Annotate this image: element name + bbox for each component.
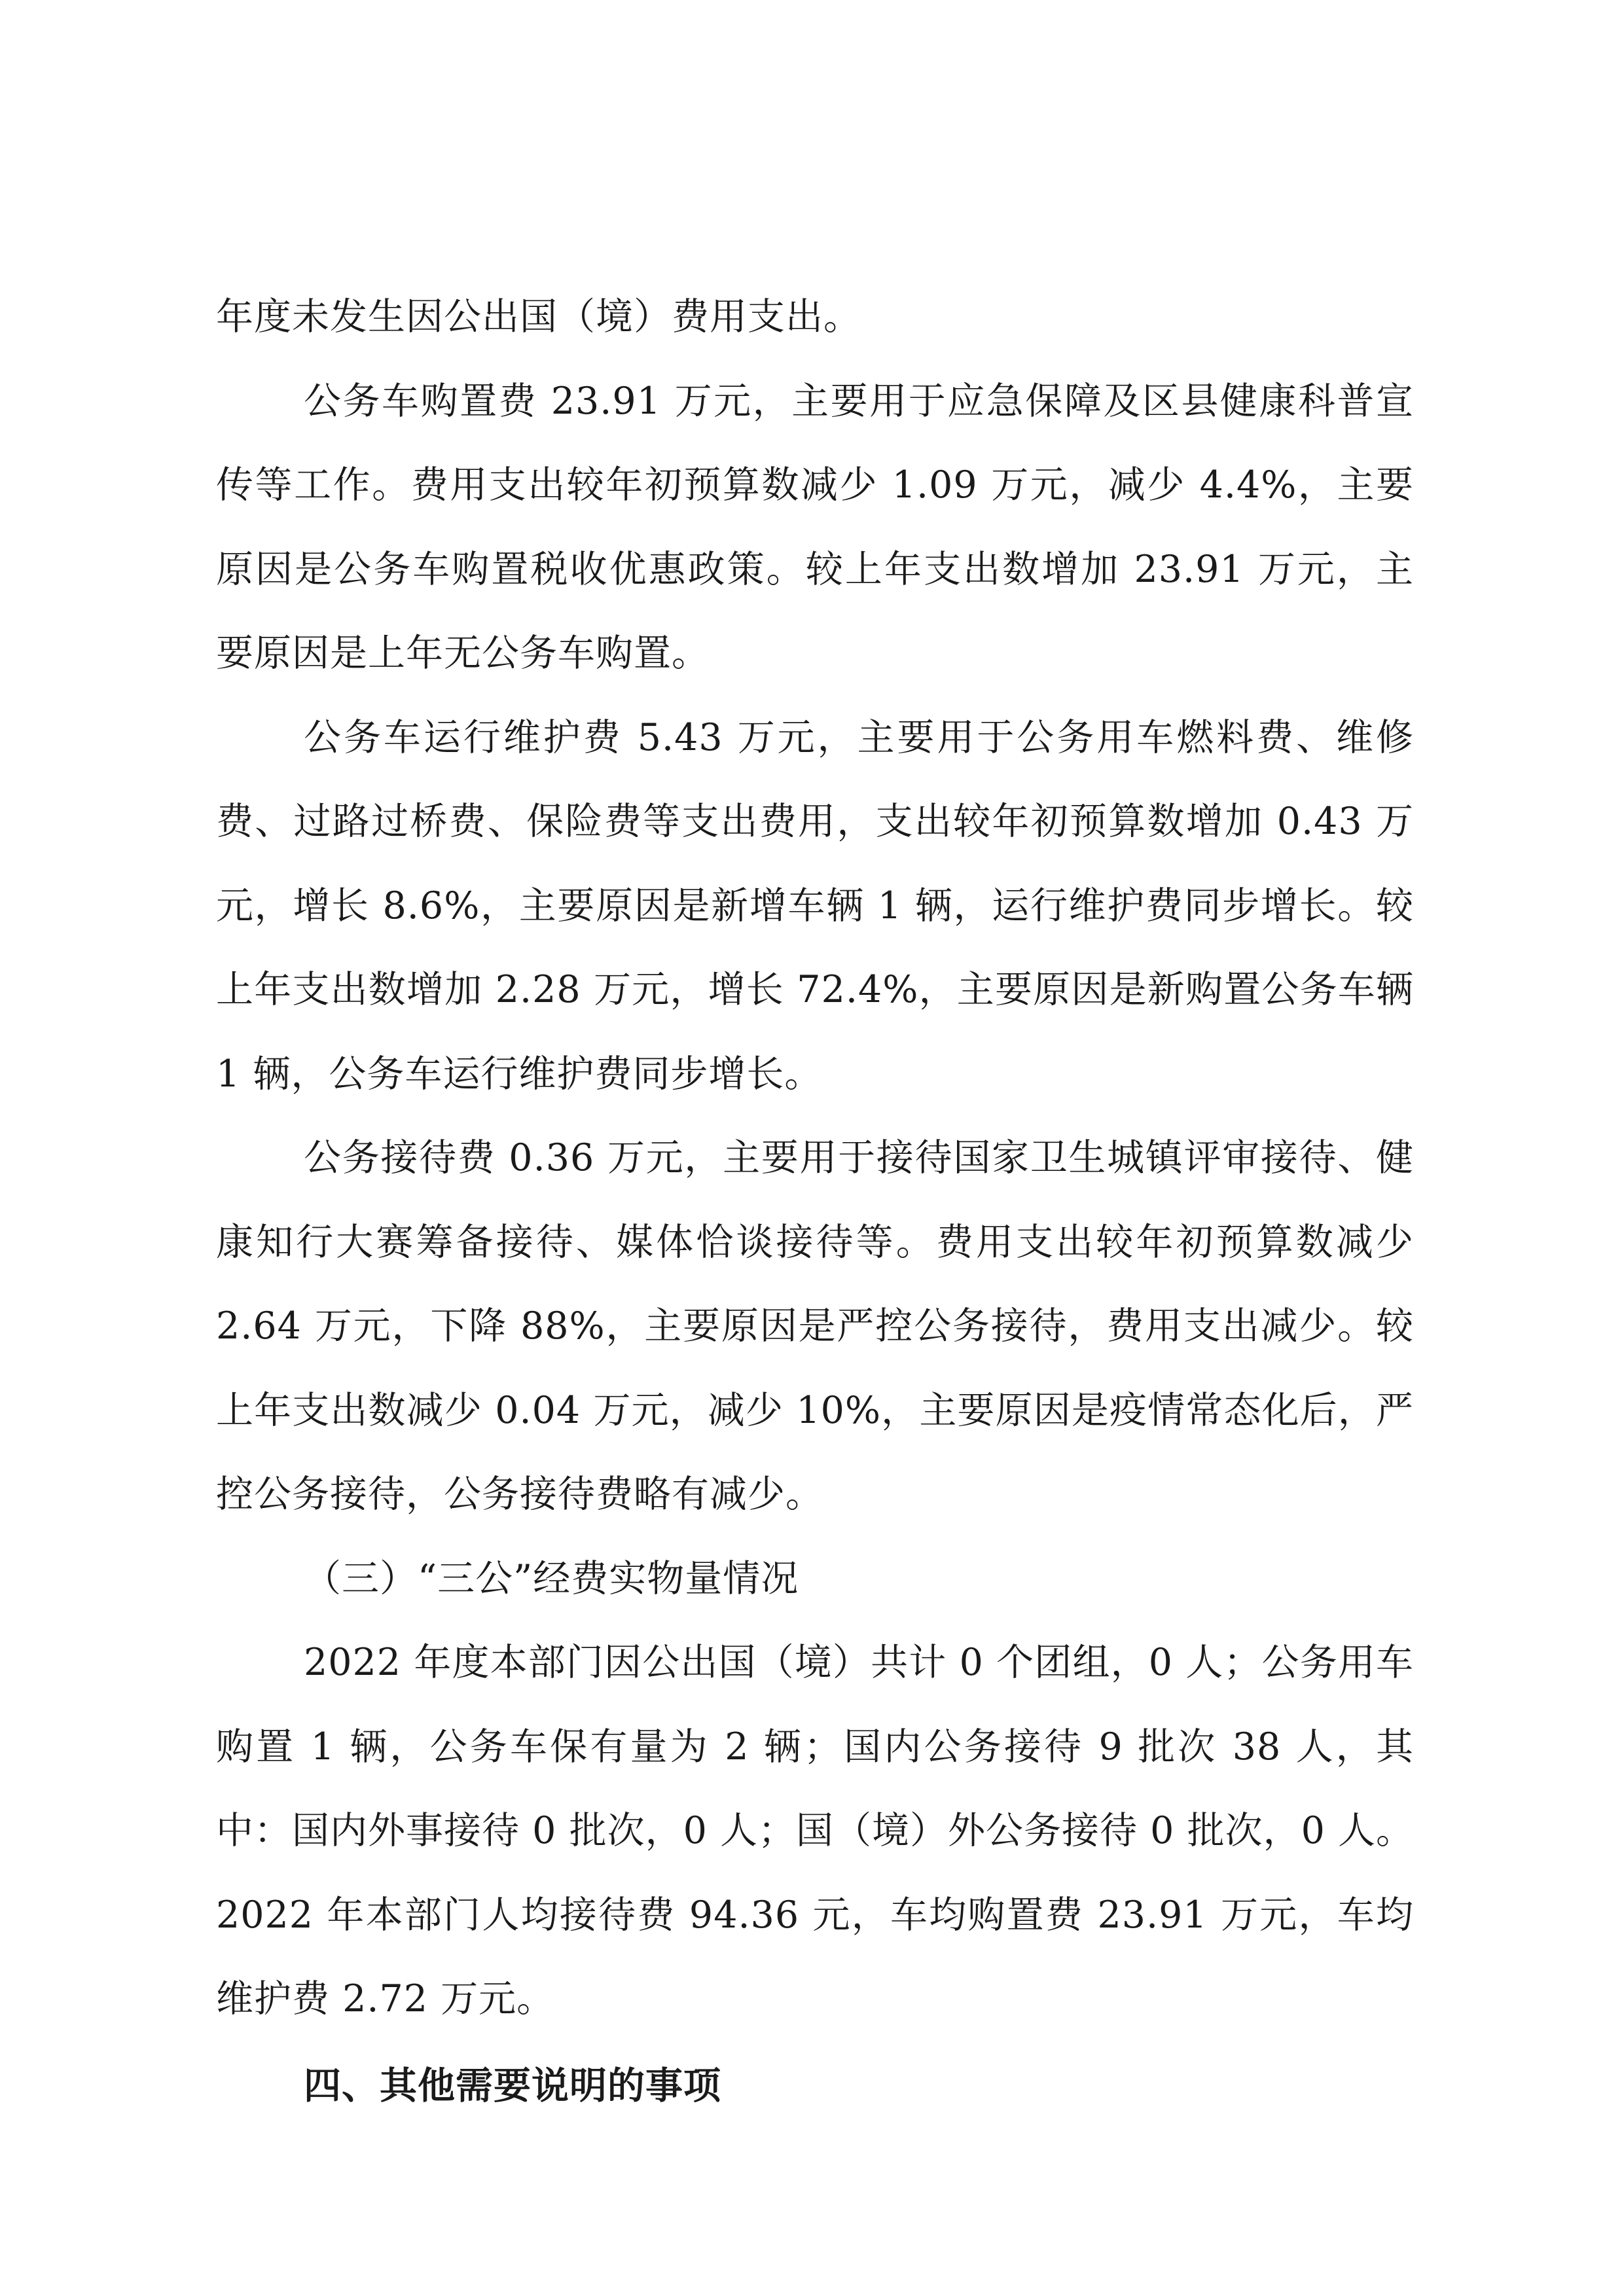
paragraph-vehicle-maintenance: 公务车运行维护费 5.43 万元，主要用于公务用车燃料费、维修费、过路过桥费、保险费等支出费用，支出较年初预算数增加 0.43 万元，增长 8.6%，主要原因是新增车辆 1 辆，运行维护费同步增长。较上年支出数增加 2.28 万元，增长 72.4%，主要原因是新购置公务车辆 1 辆，公务车运行维护费同步增长。: [216, 715, 1414, 1096]
paragraph-vehicle-purchase: 公务车购置费 23.91 万元，主要用于应急保障及区县健康科普宣传等工作。费用支出较年初预算数减少 1.09 万元，减少 4.4%，主要原因是公务车购置税收优惠政策。较上年支出数增加 23.91 万元，主要原因是上年无公务车购置。: [216, 379, 1414, 675]
paragraph-outbound-travel-continued: 年度未发生因公出国（境）费用支出。: [216, 295, 861, 338]
subheading-three-public-quantities: （三）“三公”经费实物量情况: [304, 1556, 799, 1600]
paragraph-official-reception: 公务接待费 0.36 万元，主要用于接待国家卫生城镇评审接待、健康知行大赛筹备接待、媒体恰谈接待等。费用支出较年初预算数减少 2.64 万元，下降 88%，主要原因是严控公务接待，费用支出减少。较上年支出数减少 0.04 万元，减少 10%，主要原因是疫情常态化后，严控公务接待，公务接待费略有减少。: [216, 1136, 1414, 1516]
section-heading-other-matters: 四、其他需要说明的事项: [304, 2064, 721, 2108]
paragraph-physical-quantities: 2022 年度本部门因公出国（境）共计 0 个团组，0 人；公务用车购置 1 辆，公务车保有量为 2 辆；国内公务接待 9 批次 38 人，其中：国内外事接待 0 批次，0 人；国（境）外公务接待 0 批次，0 人。2022 年本部门人均接待费 94.36 元，车均购置费 23.91 万元，车均维护费 2.72 万元。: [216, 1641, 1414, 2020]
document-page: [216, 275, 1414, 2128]
